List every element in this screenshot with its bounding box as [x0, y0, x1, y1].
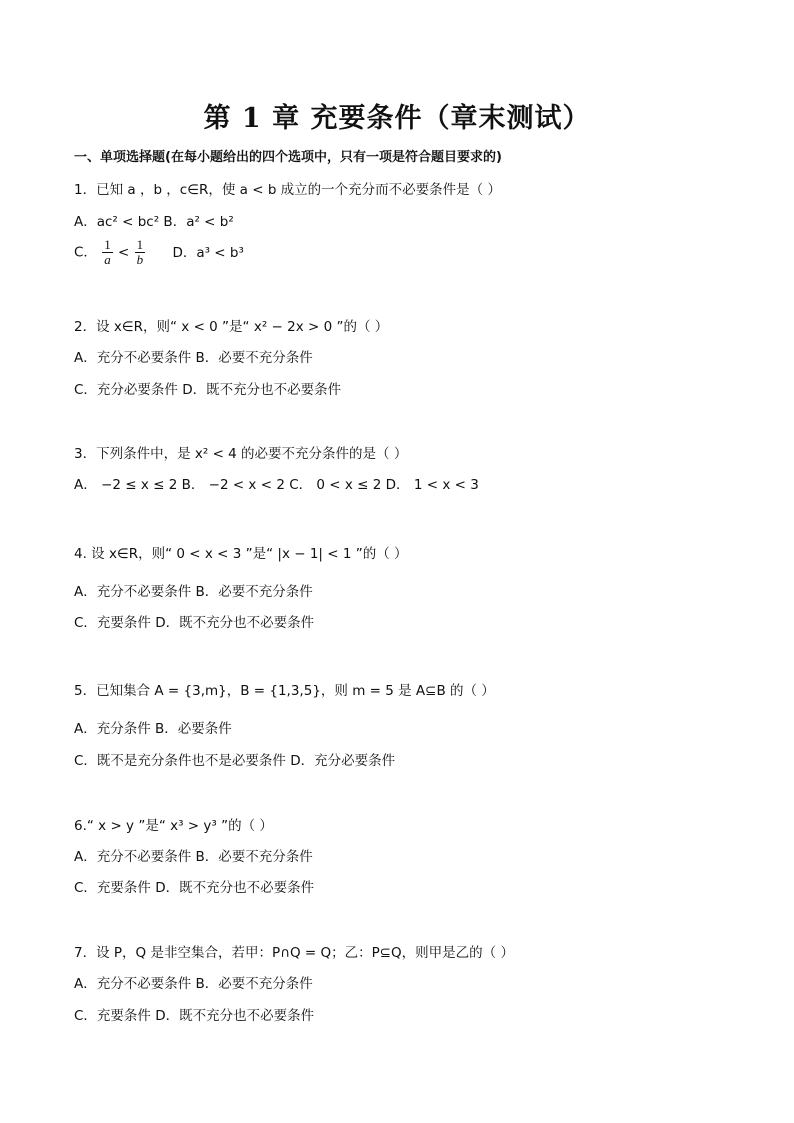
fraction-denominator: a: [104, 252, 111, 267]
fraction-numerator: 1: [136, 237, 144, 252]
fraction-numerator: 1: [104, 237, 111, 252]
fraction-1-over-a: [102, 238, 113, 267]
option-c-label: C．: [74, 244, 97, 261]
fraction-1-over-b: [135, 238, 146, 267]
question-7-options-ab: A．充分不必要条件 B．必要不充分条件: [74, 976, 313, 992]
question-1-stem: 1．已知 a ，b ，c∈R，使 a < b 成立的一个充分而不必要条件是（ ）: [74, 182, 501, 198]
question-6-stem: 6.“ x > y ”是“ x³ > y³ ”的（ ）: [74, 818, 273, 834]
question-4-options-ab: A．充分不必要条件 B．必要不充分条件: [74, 584, 313, 600]
question-4-stem: 4. 设 x∈R，则“ 0 < x < 3 ”是“ |x − 1| < 1 ”的（ ）: [74, 546, 408, 562]
question-1-options-cd: [74, 238, 244, 267]
option-d-text: D．a³ < b³: [172, 244, 244, 261]
question-7-options-cd: C．充要条件 D．既不充分也不必要条件: [74, 1008, 315, 1024]
question-3-stem: 3．下列条件中，是 x² < 4 的必要不充分条件的是（ ）: [74, 446, 408, 462]
question-3-options: A． −2 ≤ x ≤ 2 B． −2 < x < 2 C． 0 < x ≤ 2 D． 1 < x < 3: [74, 477, 479, 493]
question-4-options-cd: C．充要条件 D．既不充分也不必要条件: [74, 615, 315, 631]
question-7-stem: 7．设 P，Q 是非空集合，若甲：P∩Q = Q；乙：P⊆Q，则甲是乙的（ ）: [74, 945, 514, 961]
fraction-denominator: b: [136, 252, 144, 267]
question-2-stem: 2．设 x∈R，则“ x < 0 ”是“ x² − 2x > 0 ”的（ ）: [74, 319, 389, 335]
question-5-options-cd: C．既不是充分条件也不是必要条件 D．充分必要条件: [74, 753, 396, 769]
less-than-sign: <: [118, 244, 130, 261]
question-1-options-ab: A．ac² < bc² B．a² < b²: [74, 214, 234, 230]
question-6-options-cd: C．充要条件 D．既不充分也不必要条件: [74, 880, 315, 896]
page-title: 第 1 章 充要条件（章末测试）: [203, 103, 591, 134]
question-5-options-ab: A．充分条件 B．必要条件: [74, 721, 232, 737]
question-5-stem: 5．已知集合 A = {3,m}，B = {1,3,5}，则 m = 5 是 A⊆B 的（ ）: [74, 683, 495, 699]
question-6-options-ab: A．充分不必要条件 B．必要不充分条件: [74, 849, 313, 865]
question-2-options-cd: C．充分必要条件 D．既不充分也不必要条件: [74, 382, 342, 398]
section-heading: 一、单项选择题(在每小题给出的四个选项中，只有一项是符合题目要求的): [74, 150, 502, 165]
question-2-options-ab: A．充分不必要条件 B．必要不充分条件: [74, 350, 313, 366]
